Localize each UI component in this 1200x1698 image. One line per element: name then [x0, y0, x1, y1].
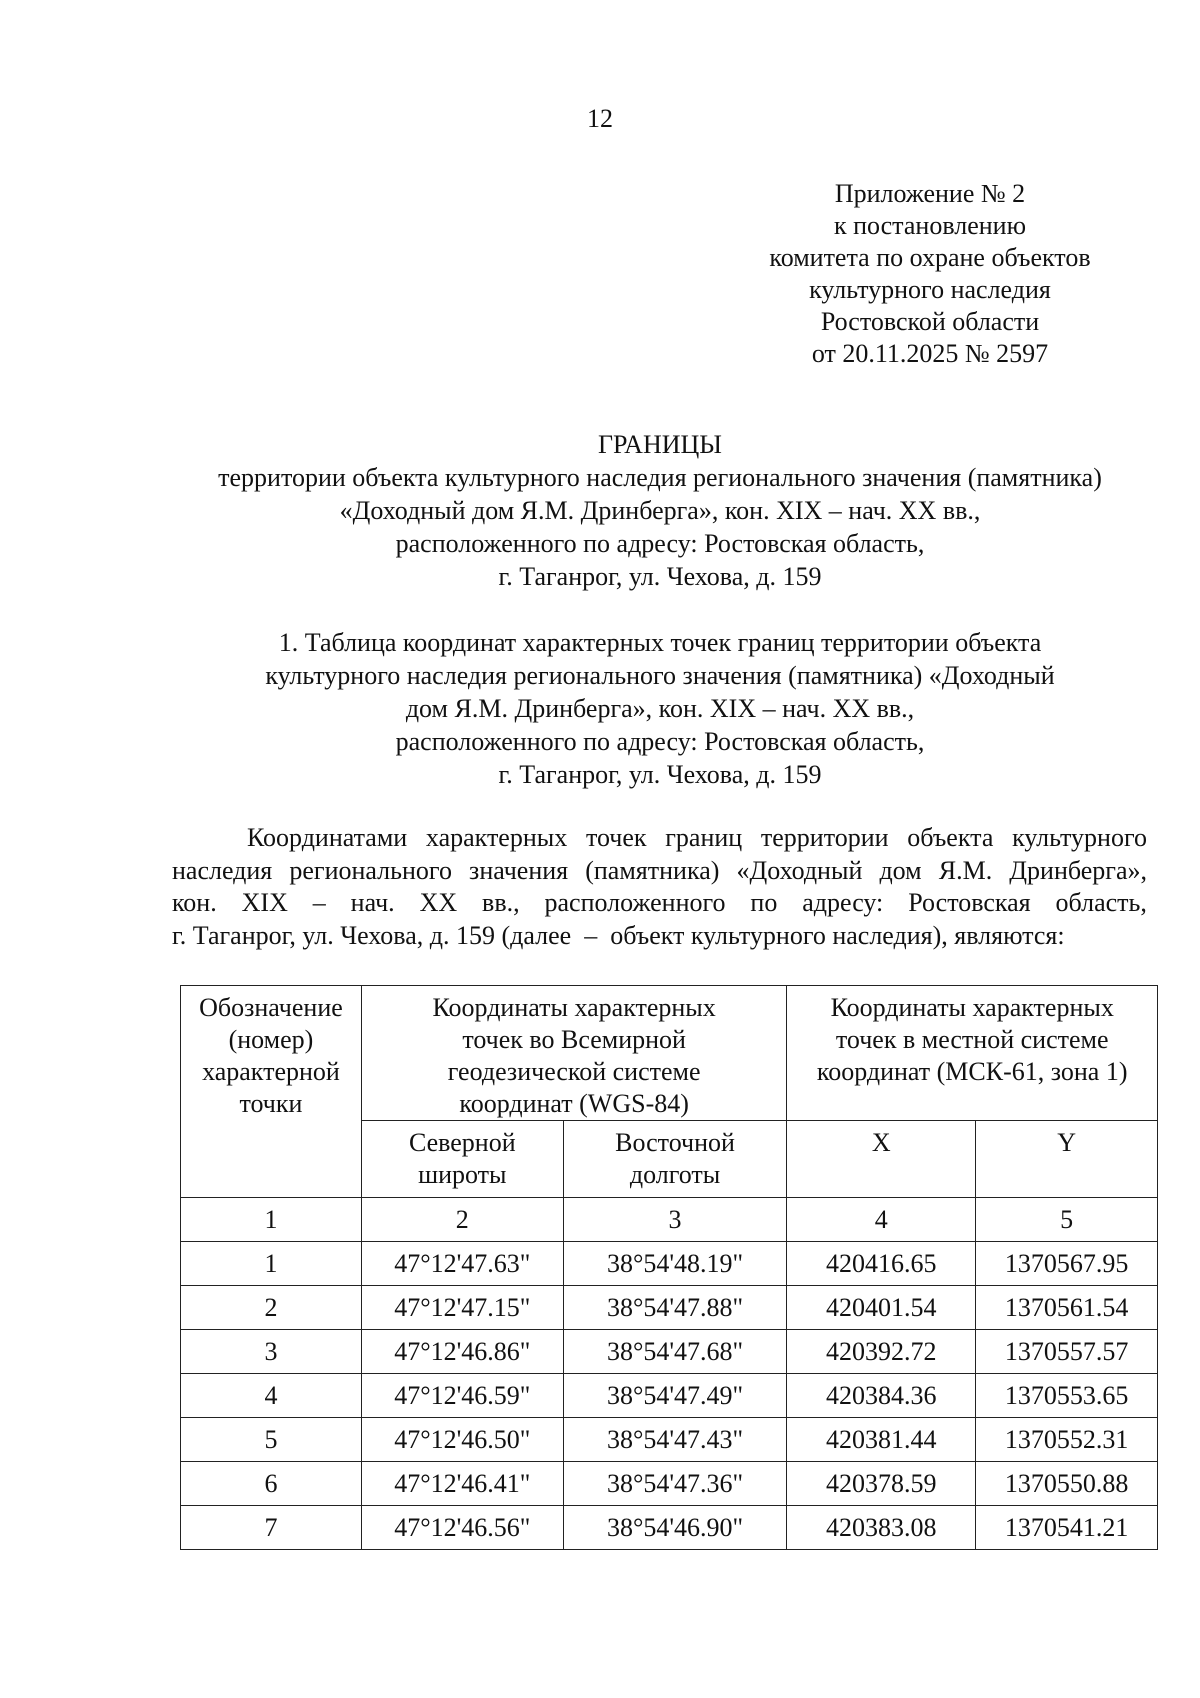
table-header-row	[181, 986, 1158, 1121]
header-text: Координаты характерных	[830, 993, 1114, 1022]
cell-y: 1370552.31	[976, 1418, 1158, 1462]
cell-point: 3	[181, 1330, 362, 1374]
header-designation	[181, 986, 362, 1198]
cell-x: 420383.08	[787, 1506, 976, 1550]
column-number: 5	[976, 1198, 1158, 1242]
cell-x: 420378.59	[787, 1462, 976, 1506]
intro-line: наследия регионального значения (памятника) «Доходный дом Я.М. Дринберга»,	[172, 855, 1147, 885]
appendix-line: культурного наследия	[809, 275, 1051, 304]
header-text: долготы	[629, 1160, 721, 1189]
cell-longitude: 38°54'47.68"	[563, 1330, 787, 1374]
cell-point: 6	[181, 1462, 362, 1506]
cell-longitude: 38°54'47.88"	[563, 1286, 787, 1330]
header-text: координат (МСК-61, зона 1)	[816, 1057, 1128, 1086]
appendix-line: от 20.11.2025 № 2597	[811, 339, 1049, 368]
cell-y: 1370553.65	[976, 1374, 1158, 1418]
cell-point: 7	[181, 1506, 362, 1550]
appendix-block	[740, 178, 1120, 370]
intro-line: кон. XIX – нач. XX вв., расположенного по адресу: Ростовская область,	[172, 888, 1147, 917]
header-text: точек во Всемирной	[462, 1025, 686, 1054]
header-wgs	[361, 986, 787, 1121]
header-text: геодезической системе	[447, 1057, 701, 1086]
header-text: Обозначение	[199, 993, 343, 1022]
header-y: Y	[976, 1121, 1158, 1198]
appendix-line: Приложение № 2	[834, 179, 1026, 208]
cell-latitude: 47°12'46.86"	[361, 1330, 563, 1374]
section-title-line: расположенного по адресу: Ростовская область,	[395, 727, 925, 756]
appendix-line: Ростовской области	[820, 307, 1040, 336]
cell-longitude: 38°54'47.43"	[563, 1418, 787, 1462]
column-number: 1	[181, 1198, 362, 1242]
column-number: 3	[563, 1198, 787, 1242]
header-text: характерной	[202, 1057, 340, 1086]
column-number: 4	[787, 1198, 976, 1242]
header-text: Северной	[408, 1128, 516, 1157]
appendix-line: к постановлению	[833, 211, 1027, 240]
cell-y: 1370550.88	[976, 1462, 1158, 1506]
table-row	[181, 1506, 1158, 1550]
page-number: 12	[587, 104, 613, 133]
column-number: 2	[361, 1198, 563, 1242]
intro-line: г. Таганрог, ул. Чехова, д. 159 (далее – объект культурного наследия), являются:	[172, 920, 1065, 950]
intro-paragraph	[172, 822, 1147, 952]
table-row	[181, 1418, 1158, 1462]
cell-point: 5	[181, 1418, 362, 1462]
header-text: Восточной	[615, 1128, 735, 1157]
cell-point: 2	[181, 1286, 362, 1330]
table-row	[181, 1462, 1158, 1506]
header-text: Координаты характерных	[432, 993, 716, 1022]
appendix-line: комитета по охране объектов	[769, 243, 1091, 272]
header-x: X	[787, 1121, 976, 1198]
cell-point: 4	[181, 1374, 362, 1418]
cell-y: 1370567.95	[976, 1242, 1158, 1286]
section-title-line: 1. Таблица координат характерных точек границ территории объекта	[278, 628, 1042, 657]
heading-line: территории объекта культурного наследия регионального значения (памятника)	[218, 463, 1102, 492]
header-text: широты	[418, 1160, 507, 1189]
heading-line: «Доходный дом Я.М. Дринберга», кон. XIX – нач. XX вв.,	[339, 496, 981, 525]
table-row	[181, 1374, 1158, 1418]
header-east	[563, 1121, 787, 1198]
cell-longitude: 38°54'46.90"	[563, 1506, 787, 1550]
table-row	[181, 1330, 1158, 1374]
cell-x: 420384.36	[787, 1374, 976, 1418]
cell-x: 420416.65	[787, 1242, 976, 1286]
cell-latitude: 47°12'46.59"	[361, 1374, 563, 1418]
header-text: координат (WGS-84)	[459, 1089, 689, 1118]
cell-latitude: 47°12'47.15"	[361, 1286, 563, 1330]
section-title-line: дом Я.М. Дринберга», кон. XIX – нач. XX вв.,	[405, 694, 915, 723]
section-title-line: г. Таганрог, ул. Чехова, д. 159	[498, 760, 822, 789]
cell-y: 1370561.54	[976, 1286, 1158, 1330]
header-text: (номер)	[228, 1025, 314, 1054]
document-heading	[110, 428, 1200, 593]
cell-longitude: 38°54'47.49"	[563, 1374, 787, 1418]
cell-x: 420381.44	[787, 1418, 976, 1462]
cell-latitude: 47°12'46.50"	[361, 1418, 563, 1462]
cell-x: 420401.54	[787, 1286, 976, 1330]
header-text: точки	[239, 1089, 303, 1118]
header-msk	[787, 986, 1158, 1121]
header-north	[361, 1121, 563, 1198]
section-title	[110, 626, 1200, 791]
cell-longitude: 38°54'48.19"	[563, 1242, 787, 1286]
table-row	[181, 1286, 1158, 1330]
cell-point: 1	[181, 1242, 362, 1286]
cell-y: 1370557.57	[976, 1330, 1158, 1374]
heading-title: ГРАНИЦЫ	[598, 430, 722, 459]
heading-line: расположенного по адресу: Ростовская область,	[395, 529, 925, 558]
cell-latitude: 47°12'46.56"	[361, 1506, 563, 1550]
heading-line: г. Таганрог, ул. Чехова, д. 159	[498, 562, 822, 591]
coordinates-table	[180, 985, 1158, 1550]
intro-line: Координатами характерных точек границ территории объекта культурного	[247, 823, 1147, 852]
cell-y: 1370541.21	[976, 1506, 1158, 1550]
cell-latitude: 47°12'46.41"	[361, 1462, 563, 1506]
header-text: точек в местной системе	[835, 1025, 1109, 1054]
table-row	[181, 1242, 1158, 1286]
column-number-row	[181, 1198, 1158, 1242]
cell-latitude: 47°12'47.63"	[361, 1242, 563, 1286]
section-title-line: культурного наследия регионального значения (памятника) «Доходный	[265, 661, 1055, 690]
cell-longitude: 38°54'47.36"	[563, 1462, 787, 1506]
cell-x: 420392.72	[787, 1330, 976, 1374]
